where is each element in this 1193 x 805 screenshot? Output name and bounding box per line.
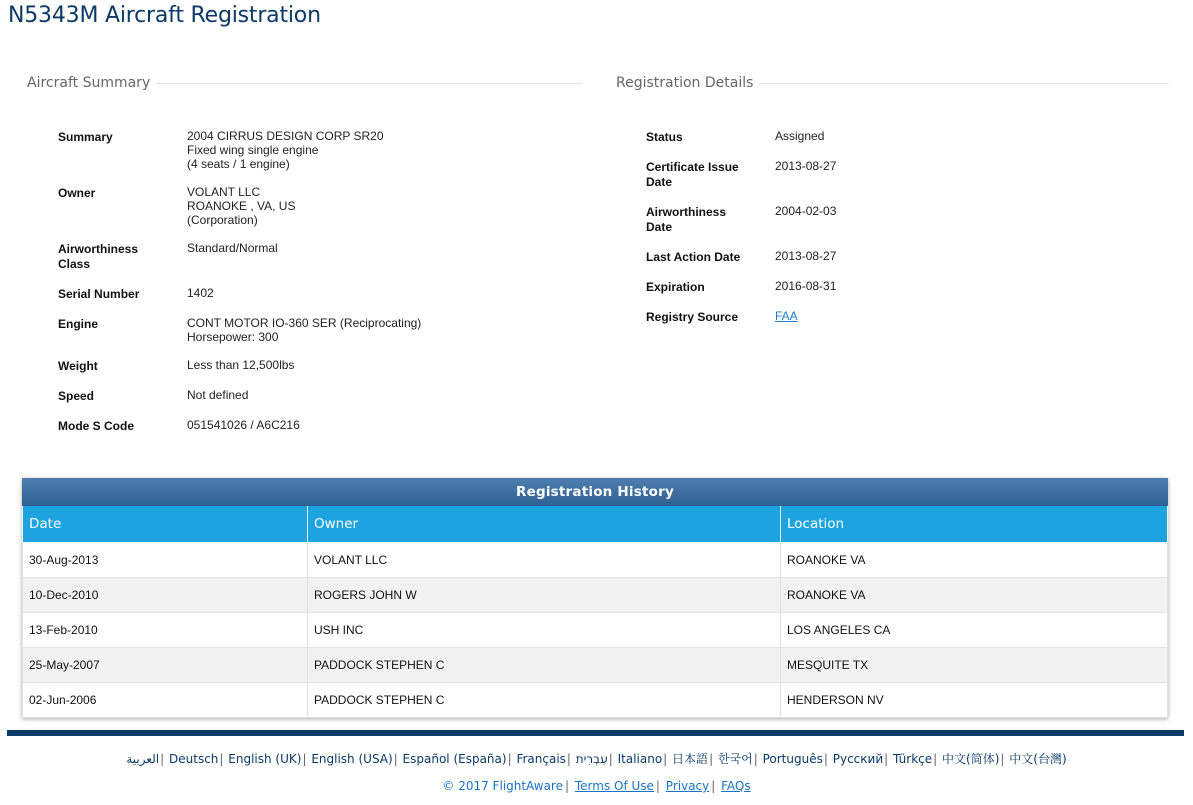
summary-value (187, 129, 384, 171)
owner-row (58, 185, 421, 227)
language-link-espanol[interactable]: Español (España) (402, 752, 507, 766)
separator: | (566, 752, 571, 766)
last-action-date-label: Last Action Date (646, 250, 741, 264)
registry-source-value (775, 309, 798, 323)
registry-source-row (646, 309, 836, 325)
serial-number-label: Serial Number (58, 287, 140, 301)
engine-value (187, 316, 421, 344)
speed-line: Not defined (187, 388, 249, 402)
summary-line: (4 seats / 1 engine) (187, 157, 290, 171)
label-line: Airworthiness (58, 242, 139, 256)
language-link-korean[interactable]: 한국어 (717, 752, 753, 766)
separator: | (160, 752, 165, 766)
owner-column-header[interactable]: Owner (308, 506, 781, 543)
weight-row (58, 358, 421, 374)
separator: | (663, 752, 668, 766)
table-row (23, 578, 1168, 613)
summary-row (58, 129, 421, 171)
separator: | (393, 752, 398, 766)
registration-history-panel (22, 478, 1168, 718)
privacy-link[interactable]: Privacy (665, 779, 710, 793)
owner-label: Owner (58, 186, 96, 200)
summary-line: 2004 CIRRUS DESIGN CORP SR20 (187, 129, 384, 143)
separator: | (608, 752, 613, 766)
owner-cell: USH INC (308, 613, 781, 648)
date-cell: 25-May-2007 (23, 648, 308, 683)
label-line: Date (646, 175, 673, 189)
language-link-japanese[interactable]: 日本語 (672, 752, 709, 766)
speed-label: Speed (58, 389, 95, 403)
language-link-turkce[interactable]: Türkçe (893, 752, 933, 766)
language-link-russian[interactable]: Русский (832, 752, 884, 766)
table-row (23, 648, 1168, 683)
mode-s-code-line: 051541026 / A6C216 (187, 418, 300, 432)
summary-line: Fixed wing single engine (187, 143, 319, 157)
language-link-english-usa[interactable]: English (USA) (311, 752, 393, 766)
expiration-value: 2016-08-31 (775, 279, 837, 293)
language-link-arabic[interactable]: العربية (126, 752, 160, 766)
separator: | (884, 752, 889, 766)
registration-details-heading: Registration Details (616, 75, 754, 91)
location-cell: ROANOKE VA (781, 578, 1168, 613)
language-link-chinese-traditional[interactable]: 中文(台灣) (1009, 752, 1067, 766)
engine-row (58, 316, 421, 344)
language-link-deutsch[interactable]: Deutsch (169, 752, 219, 766)
serial-number-row (58, 286, 421, 302)
table-header-row (23, 506, 1168, 543)
airworthiness-date-value: 2004-02-03 (775, 204, 837, 218)
location-column-header[interactable]: Location (781, 506, 1168, 543)
table-row (23, 683, 1168, 718)
language-link-hebrew[interactable]: עִבְרִית (575, 752, 608, 766)
aircraft-summary-heading: Aircraft Summary (27, 75, 151, 91)
section-divider (759, 83, 1169, 84)
language-selector (0, 750, 1193, 767)
owner-line: ROANOKE , VA, US (187, 199, 296, 213)
aircraft-summary-section (22, 70, 582, 433)
aircraft-summary-header (22, 70, 582, 96)
airworthiness-class-label (58, 241, 187, 272)
status-label: Status (646, 130, 683, 144)
owner-cell: PADDOCK STEPHEN C (308, 648, 781, 683)
engine-label: Engine (58, 317, 99, 331)
page-title: N5343M Aircraft Registration (8, 3, 321, 28)
owner-cell: ROGERS JOHN W (308, 578, 781, 613)
date-cell: 02-Jun-2006 (23, 683, 308, 718)
owner-cell: PADDOCK STEPHEN C (308, 683, 781, 718)
mode-s-code-value (187, 418, 300, 432)
registry-source-label: Registry Source (646, 310, 739, 324)
registration-history-title: Registration History (22, 478, 1168, 506)
airworthiness-date-row (646, 204, 836, 235)
engine-line: Horsepower: 300 (187, 330, 279, 344)
engine-line: CONT MOTOR IO-360 SER (Reciprocating) (187, 316, 422, 330)
airworthiness-class-row (58, 241, 421, 272)
separator: | (1000, 752, 1005, 766)
table-row (23, 613, 1168, 648)
date-column-header[interactable]: Date (23, 506, 308, 543)
status-row (646, 129, 836, 145)
label-line: Airworthiness (646, 205, 727, 219)
separator: | (302, 752, 307, 766)
date-cell: 13-Feb-2010 (23, 613, 308, 648)
mode-s-code-label: Mode S Code (58, 419, 135, 433)
footer-links (0, 779, 1193, 793)
last-action-date-value: 2013-08-27 (775, 249, 837, 263)
expiration-row (646, 279, 836, 295)
faa-link[interactable]: FAA (775, 309, 798, 323)
owner-cell: VOLANT LLC (308, 543, 781, 578)
copyright-text: © 2017 FlightAware (442, 779, 563, 793)
airworthiness-date-label (646, 204, 775, 235)
aircraft-summary-table (58, 129, 421, 448)
separator: | (711, 779, 716, 793)
location-cell: LOS ANGELES CA (781, 613, 1168, 648)
certificate-issue-date-row (646, 159, 836, 190)
language-link-english-uk[interactable]: English (UK) (228, 752, 302, 766)
date-cell: 10-Dec-2010 (23, 578, 308, 613)
mode-s-code-row (58, 418, 421, 434)
separator: | (709, 752, 714, 766)
speed-row (58, 388, 421, 404)
table-row (23, 543, 1168, 578)
faqs-link[interactable]: FAQs (721, 779, 751, 793)
footer-divider-bar (7, 730, 1184, 736)
certificate-issue-date-label (646, 159, 775, 190)
date-cell: 30-Aug-2013 (23, 543, 308, 578)
language-link-portugues[interactable]: Português (762, 752, 823, 766)
airworthiness-class-line: Standard/Normal (187, 241, 278, 255)
registration-details-header (611, 70, 1169, 96)
location-cell: ROANOKE VA (781, 543, 1168, 578)
separator: | (655, 779, 660, 793)
certificate-issue-date-value: 2013-08-27 (775, 159, 837, 173)
separator: | (823, 752, 828, 766)
label-line: Class (58, 257, 91, 271)
registration-details-section (611, 70, 1169, 324)
airworthiness-class-value (187, 241, 278, 255)
expiration-label: Expiration (646, 280, 705, 294)
separator: | (753, 752, 758, 766)
serial-number-line: 1402 (187, 286, 214, 300)
last-action-date-row (646, 249, 836, 265)
weight-line: Less than 12,500lbs (187, 358, 295, 372)
owner-line: VOLANT LLC (187, 185, 261, 199)
label-line: Certificate Issue (646, 160, 739, 174)
language-link-italiano[interactable]: Italiano (617, 752, 663, 766)
language-link-francais[interactable]: Français (516, 752, 566, 766)
serial-number-value (187, 286, 214, 300)
separator: | (507, 752, 512, 766)
owner-line: (Corporation) (187, 213, 258, 227)
location-cell: HENDERSON NV (781, 683, 1168, 718)
separator: | (219, 752, 224, 766)
separator: | (564, 779, 570, 793)
status-value: Assigned (775, 129, 825, 143)
separator: | (933, 752, 938, 766)
language-link-chinese-simplified[interactable]: 中文(简体) (942, 752, 1000, 766)
location-cell: MESQUITE TX (781, 648, 1168, 683)
registration-details-table (646, 129, 836, 339)
speed-value (187, 388, 248, 402)
weight-value (187, 358, 294, 372)
terms-of-use-link[interactable]: Terms Of Use (574, 779, 654, 793)
summary-label: Summary (58, 130, 113, 144)
label-line: Date (646, 220, 673, 234)
weight-label: Weight (58, 359, 98, 373)
section-divider (156, 83, 582, 84)
owner-value (187, 185, 295, 227)
registration-history-table (22, 506, 1168, 718)
